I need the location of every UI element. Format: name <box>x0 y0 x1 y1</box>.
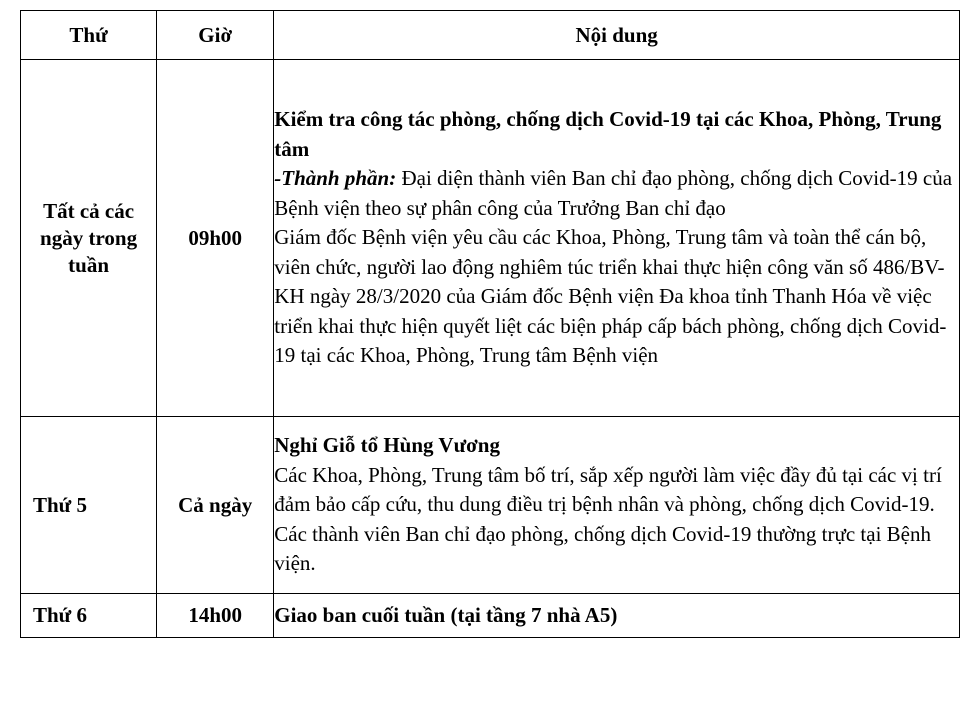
row-content <box>274 594 960 638</box>
row-content <box>274 60 960 417</box>
row-time: 09h00 <box>157 60 274 417</box>
table-row <box>21 594 960 638</box>
header-content: Nội dung <box>274 11 960 60</box>
header-day: Thứ <box>21 11 157 60</box>
row-day: Tất cả các ngày trong tuần <box>21 60 157 417</box>
row-participants <box>274 164 959 223</box>
participants-label: -Thành phần: <box>274 166 397 191</box>
row-body: Giám đốc Bệnh viện yêu cầu các Khoa, Phòng, Trung tâm và toàn thể cán bộ, viên chức, người lao động nghiêm túc triển khai thực hiện công văn số 486/BV-KH ngày 28/3/2020 của Giám đốc Bệnh viện Đa khoa tỉnh Thanh Hóa về việc triển khai thực hiện quyết liệt các biện pháp cấp bách phòng, chống dịch Covid-19 tại các Khoa, Phòng, Trung tâm Bệnh viện <box>274 225 947 368</box>
row-time: Cả ngày <box>157 417 274 594</box>
schedule-table <box>20 10 960 638</box>
row-title: Nghỉ Giỗ tổ Hùng Vương <box>274 433 500 458</box>
row-time: 14h00 <box>157 594 274 638</box>
row-title: Kiểm tra công tác phòng, chống dịch Covid-19 tại các Khoa, Phòng, Trung tâm <box>274 107 942 161</box>
table-header-row <box>21 11 960 60</box>
row-content <box>274 417 960 594</box>
row-day: Thứ 5 <box>21 417 157 594</box>
table-row <box>21 417 960 594</box>
row-body: Các Khoa, Phòng, Trung tâm bố trí, sắp xếp người làm việc đầy đủ tại các vị trí đảm bảo cấp cứu, thu dung điều trị bệnh nhân và phòng, chống dịch Covid-19. Các thành viên Ban chỉ đạo phòng, chống dịch Covid-19 thường trực tại Bệnh viện. <box>274 462 942 576</box>
row-title: Giao ban cuối tuần (tại tầng 7 nhà A5) <box>274 602 618 627</box>
row-day: Thứ 6 <box>21 594 157 638</box>
table-row <box>21 60 960 417</box>
participants-text: Đại diện thành viên Ban chỉ đạo phòng, chống dịch Covid-19 của Bệnh viện theo sự phân công của Trưởng Ban chỉ đạo <box>274 166 953 220</box>
header-time: Giờ <box>157 11 274 60</box>
